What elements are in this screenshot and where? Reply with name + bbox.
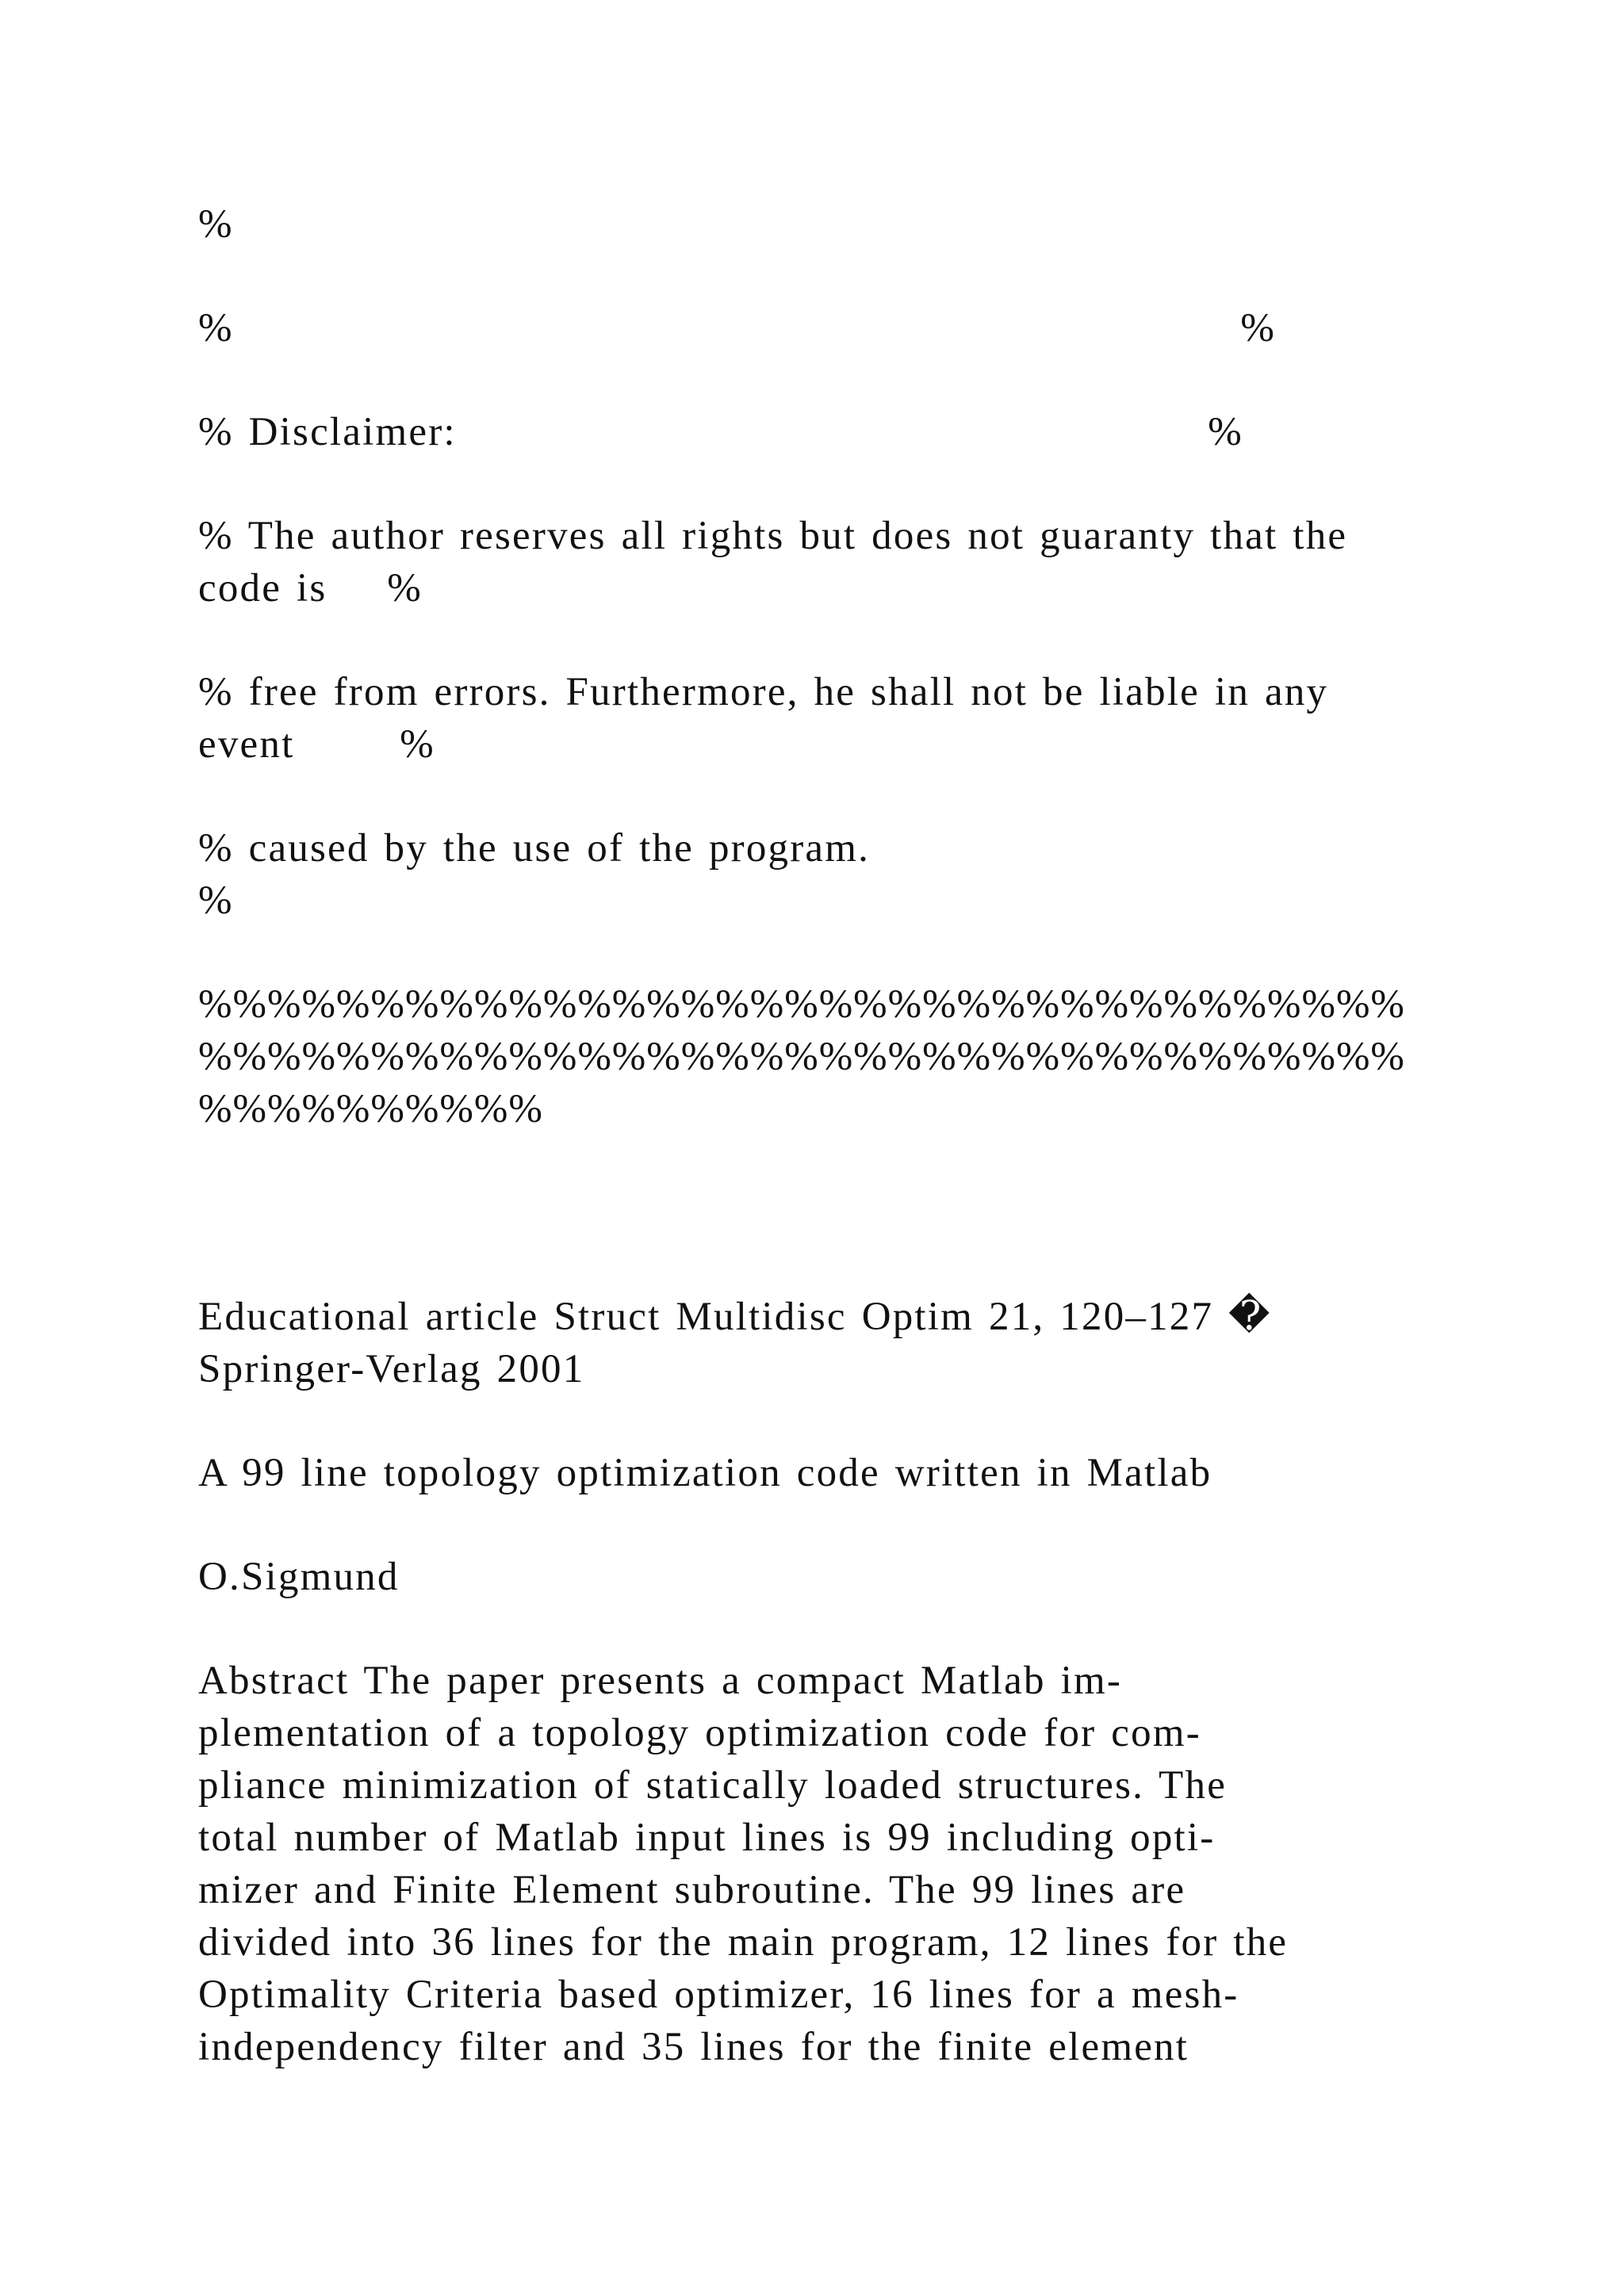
abstract-line: divided into 36 lines for the main program, 12 lines for the bbox=[198, 1920, 1289, 1965]
percent-rule-line: %%%%%%%%%% bbox=[198, 1087, 543, 1131]
article-header: Educational article Struct Multidisc Optim 21, 120–127 � Springer-Verlag 2001 bbox=[198, 1295, 1272, 1391]
abstract-line: pliance minimization of statically loaded structures. The bbox=[198, 1763, 1228, 1808]
comment-line: % bbox=[198, 202, 234, 247]
abstract-line: mizer and Finite Element subroutine. The 99 lines are bbox=[198, 1868, 1186, 1912]
abstract-line: Optimality Criteria based optimizer, 16 lines for a mesh- bbox=[198, 1973, 1239, 2017]
abstract-line: independency filter and 35 lines for the finite element bbox=[198, 2025, 1189, 2069]
percent-rule-line: %%%%%%%%%%%%%%%%%%%%%%%%%%%%%%%%%%% bbox=[198, 982, 1405, 1027]
comment-line: % % bbox=[198, 306, 1277, 350]
disclaimer-line: % The author reserves all rights but does not guaranty that the code is % bbox=[198, 514, 1348, 610]
article-author: O.Sigmund bbox=[198, 1555, 400, 1599]
abstract-line: Abstract The paper presents a compact Matlab im- bbox=[198, 1659, 1123, 1703]
percent-rule-line: %%%%%%%%%%%%%%%%%%%%%%%%%%%%%%%%%%% bbox=[198, 1035, 1405, 1079]
disclaimer-line: % free from errors. Furthermore, he shall not be liable in any event % bbox=[198, 670, 1329, 767]
abstract-line: total number of Matlab input lines is 99 including opti- bbox=[198, 1816, 1216, 1860]
article-title: A 99 line topology optimization code written in Matlab bbox=[198, 1451, 1212, 1495]
disclaimer-line: % caused by the use of the program. % bbox=[198, 826, 871, 923]
disclaimer-heading: % Disclaimer: % bbox=[198, 410, 1243, 454]
abstract-line: plementation of a topology optimization code for com- bbox=[198, 1711, 1201, 1755]
